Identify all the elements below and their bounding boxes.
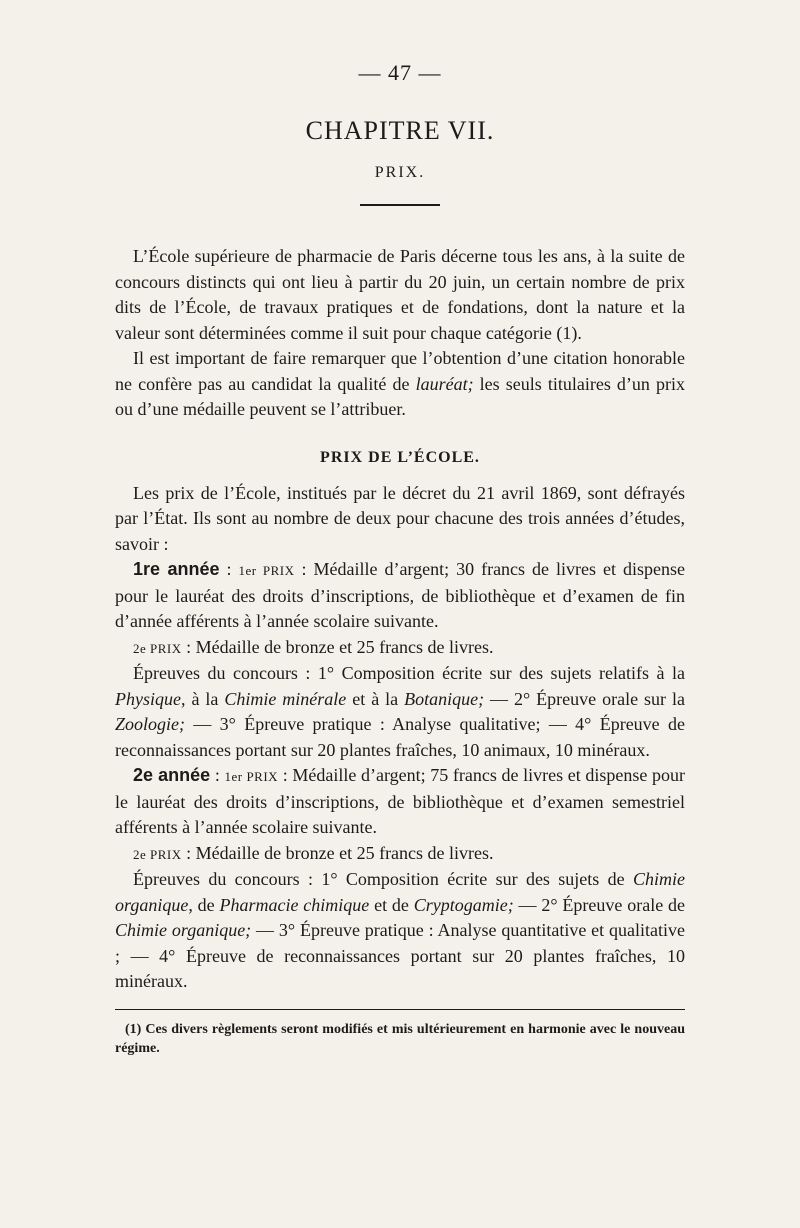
year2-prize2-paragraph: [115, 841, 685, 868]
subject-zoologie: Zoologie;: [115, 714, 185, 734]
year1-prize2-paragraph: [115, 635, 685, 662]
year1-prize1-label: 1er PRIX: [238, 563, 295, 578]
year1-prize1-text: : Médaille d’argent; 30 francs de livres et dispense pour le lauréat des droits d’inscriptions, de bibliothèque et d’examen de fin d’année afférents à l’année scolaire suivante.: [115, 559, 685, 631]
year2-epreuves-paragraph: [115, 867, 685, 995]
chapter-title: CHAPITRE VII.: [305, 116, 495, 145]
year2-epreuves-text-d: — 2° Épreuve orale de: [513, 894, 685, 915]
subject-chimie-organique: Chimie organique: [115, 869, 685, 915]
laureat-term: lauréat;: [415, 373, 474, 394]
year1-epreuves-paragraph: [115, 661, 685, 763]
section-intro-paragraph: Les prix de l’École, institués par le décret du 21 avril 1869, sont défrayés par l’État. Ils sont au nombre de deux pour chacune des trois années d’études, savoir :: [115, 482, 685, 554]
year1-label: 1re année: [133, 559, 220, 579]
footnote-divider: [115, 1009, 685, 1010]
intro-paragraph-2-end: les seuls titulaires d’un prix ou d’une médaille peuvent se l’attribuer.: [115, 373, 686, 419]
subject-chimie-minerale: Chimie minérale: [224, 688, 347, 709]
footnote: (1) Ces divers règlements seront modifiés et mis ultérieurement en harmonie avec le nouveau régime.: [115, 1021, 685, 1056]
year2-epreuves-text-b: , de: [188, 894, 220, 915]
year2-label: 2e année: [133, 765, 211, 785]
intro-paragraph-2: [115, 346, 685, 423]
subject-pharmacie-chimique: Pharmacie chimique: [219, 894, 370, 915]
section-heading: PRIX DE L’ÉCOLE.: [320, 448, 480, 466]
year2-epreuves-text-e: — 3° Épreuve pratique : Analyse quantitative et qualitative ; — 4° Épreuve de reconnaissances portant sur 20 plantes fraîches, 10 minéraux.: [115, 920, 685, 991]
year2-prize2-label: 2e PRIX: [133, 846, 182, 862]
year1-epreuves-text-e: — 3° Épreuve pratique : Analyse qualitative; — 4° Épreuve de reconnaissances portant sur 20 plantes fraîches, 10 animaux, 10 minéraux.: [115, 714, 685, 760]
intro-paragraph-2-text: Il est important de faire remarquer que l’obtention d’une citation honorable ne confère pas au candidat la qualité de: [115, 348, 685, 394]
year2-epreuves-text-a: Épreuves du concours : 1° Composition écrite sur des sujets de: [133, 869, 633, 889]
year1-prize1-paragraph: 1re année : 1er PRIX : Médaille d’argent; 30 francs de livres et dispense pour le lauréat des droits d’inscriptions, de bibliothèque et d’examen de fin d’année afférents à l’année scolaire suivante.: [115, 559, 685, 631]
year1-prize2-text: : Médaille de bronze et 25 francs de livres.: [181, 636, 494, 657]
year2-epreuves-text-c: et de: [369, 894, 414, 915]
year1-epreuves-text-b: , à la: [180, 688, 225, 709]
page-number: — 47 —: [358, 60, 442, 85]
subject-cryptogamie: Cryptogamie;: [413, 894, 514, 915]
year2-prize1-text: : Médaille d’argent; 75 francs de livres et dispense pour le lauréat des droits d’inscriptions, de bibliothèque et d’examen semestriel afférents à l’année scolaire suivante.: [115, 765, 685, 837]
year1-epreuves-text-c: et à la: [346, 688, 405, 709]
intro-paragraph-1: L’École supérieure de pharmacie de Paris décerne tous les ans, à la suite de concours distincts qui ont lieu à partir du 20 juin, un certain nombre de prix dits de l’École, de travaux pratiques et de fondations, dont la nature et la valeur sont déterminées comme il suit pour chaque catégorie (1).: [115, 246, 685, 343]
document-page: [115, 60, 685, 1058]
year2-prize1-paragraph: 2e année : 1er PRIX : Médaille d’argent; 75 francs de livres et dispense pour le lauréat des droits d’inscriptions, de bibliothèque et d’examen semestriel afférents à l’année scolaire suivante.: [115, 765, 685, 837]
title-divider: [360, 204, 440, 206]
subject-chimie-organique-oral: Chimie organique;: [115, 920, 252, 940]
year1-epreuves-text-a: Épreuves du concours : 1° Composition écrite sur des sujets relatifs à la: [133, 663, 685, 683]
subject-physique: Physique: [115, 688, 181, 709]
year2-prize1-label: 1er PRIX: [224, 769, 279, 784]
subject-botanique: Botanique;: [404, 688, 485, 709]
year1-epreuves-text-d: — 2° Épreuve orale sur la: [484, 688, 685, 709]
chapter-subtitle: PRIX.: [374, 164, 426, 181]
year2-prize2-text: : Médaille de bronze et 25 francs de livres.: [181, 842, 494, 863]
year1-prize2-label: 2e PRIX: [133, 640, 182, 656]
